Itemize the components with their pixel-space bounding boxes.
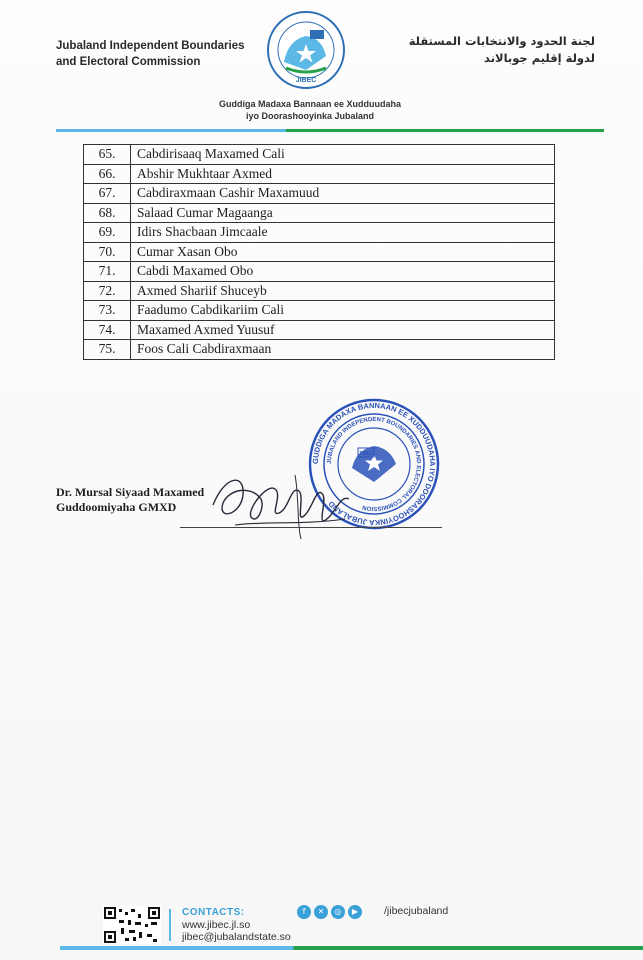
qr-code-icon <box>103 906 161 944</box>
svg-text:GUDDIGA MADAXA BANNAAN EE XUDD: GUDDIGA MADAXA BANNAAN EE XUDDUUDAHA IYO DOORASHOOYINKA JUBALAND <box>310 400 438 528</box>
row-number: 69. <box>84 223 131 243</box>
row-number: 65. <box>84 145 131 165</box>
youtube-icon[interactable]: ▶ <box>348 905 362 919</box>
contacts-label: CONTACTS: <box>182 907 245 918</box>
row-number: 71. <box>84 262 131 282</box>
members-table <box>83 144 555 360</box>
row-name: Cabdirisaaq Maxamed Cali <box>131 145 555 165</box>
table-row <box>84 320 555 340</box>
table-row <box>84 340 555 360</box>
header-somali-line1: Guddiga Madaxa Bannaan ee Xudduudaha <box>218 99 402 109</box>
signatory-block <box>56 485 204 515</box>
table-row <box>84 145 555 165</box>
header-english <box>56 38 245 70</box>
table-row <box>84 242 555 262</box>
row-name: Idirs Shacbaan Jimcaale <box>131 223 555 243</box>
table-row <box>84 301 555 321</box>
svg-text:JIBEC: JIBEC <box>295 77 317 84</box>
social-icons <box>297 905 362 919</box>
row-number: 66. <box>84 164 131 184</box>
table-row <box>84 262 555 282</box>
row-name: Cabdiraxmaan Cashir Maxamuud <box>131 184 555 204</box>
svg-text:JUBALAND INDEPENDENT BOUNDARIE: JUBALAND INDEPENDENT BOUNDARIES AND ELECTORAL COMMISSION <box>326 416 422 512</box>
signatory-name: Dr. Mursal Siyaad Maxamed <box>56 485 205 499</box>
signatory-title: Guddoomiyaha GMXD <box>56 500 177 514</box>
table-row <box>84 164 555 184</box>
row-name: Cumar Xasan Obo <box>131 242 555 262</box>
header-arabic <box>409 33 595 67</box>
row-name: Faadumo Cabdikariim Cali <box>131 301 555 321</box>
row-number: 75. <box>84 340 131 360</box>
row-number: 73. <box>84 301 131 321</box>
jibec-logo-icon <box>266 10 346 90</box>
row-number: 70. <box>84 242 131 262</box>
signature-underline <box>180 527 442 528</box>
instagram-icon[interactable]: ◎ <box>331 905 345 919</box>
table-row <box>84 184 555 204</box>
header-somali <box>180 98 440 122</box>
row-number: 74. <box>84 320 131 340</box>
email-link[interactable]: jibec@jubalandstate.so <box>182 931 291 943</box>
social-handle[interactable]: /jibecjubaland <box>384 905 449 917</box>
table-row <box>84 203 555 223</box>
header-english-line1: Jubaland Independent Boundaries <box>56 40 245 52</box>
row-number: 68. <box>84 203 131 223</box>
row-name: Maxamed Axmed Yuusuf <box>131 320 555 340</box>
header-arabic-line1: لجنة الحدود والانتخابات المستقلة <box>408 34 595 48</box>
row-name: Axmed Shariif Shuceyb <box>131 281 555 301</box>
header-somali-line2: iyo Doorashooyinka Jubaland <box>245 111 375 121</box>
svg-text:JIBEC: JIBEC <box>358 451 374 457</box>
x-icon[interactable]: ✕ <box>314 905 328 919</box>
row-name: Foos Cali Cabdiraxmaan <box>131 340 555 360</box>
handwritten-signature <box>205 455 355 545</box>
footer-accent-bar <box>169 909 171 941</box>
header-arabic-line2: لدولة إقليم جوبالاند <box>484 51 595 65</box>
header-divider <box>56 129 604 132</box>
row-name: Abshir Mukhtaar Axmed <box>131 164 555 184</box>
row-name: Cabdi Maxamed Obo <box>131 262 555 282</box>
facebook-icon[interactable]: f <box>297 905 311 919</box>
footer-divider <box>60 946 643 950</box>
table-row <box>84 281 555 301</box>
row-number: 67. <box>84 184 131 204</box>
header-english-line2: and Electoral Commission <box>56 56 201 68</box>
row-name: Salaad Cumar Magaanga <box>131 203 555 223</box>
table-row <box>84 223 555 243</box>
website-link[interactable]: www.jibec.jl.so <box>182 919 251 931</box>
row-number: 72. <box>84 281 131 301</box>
